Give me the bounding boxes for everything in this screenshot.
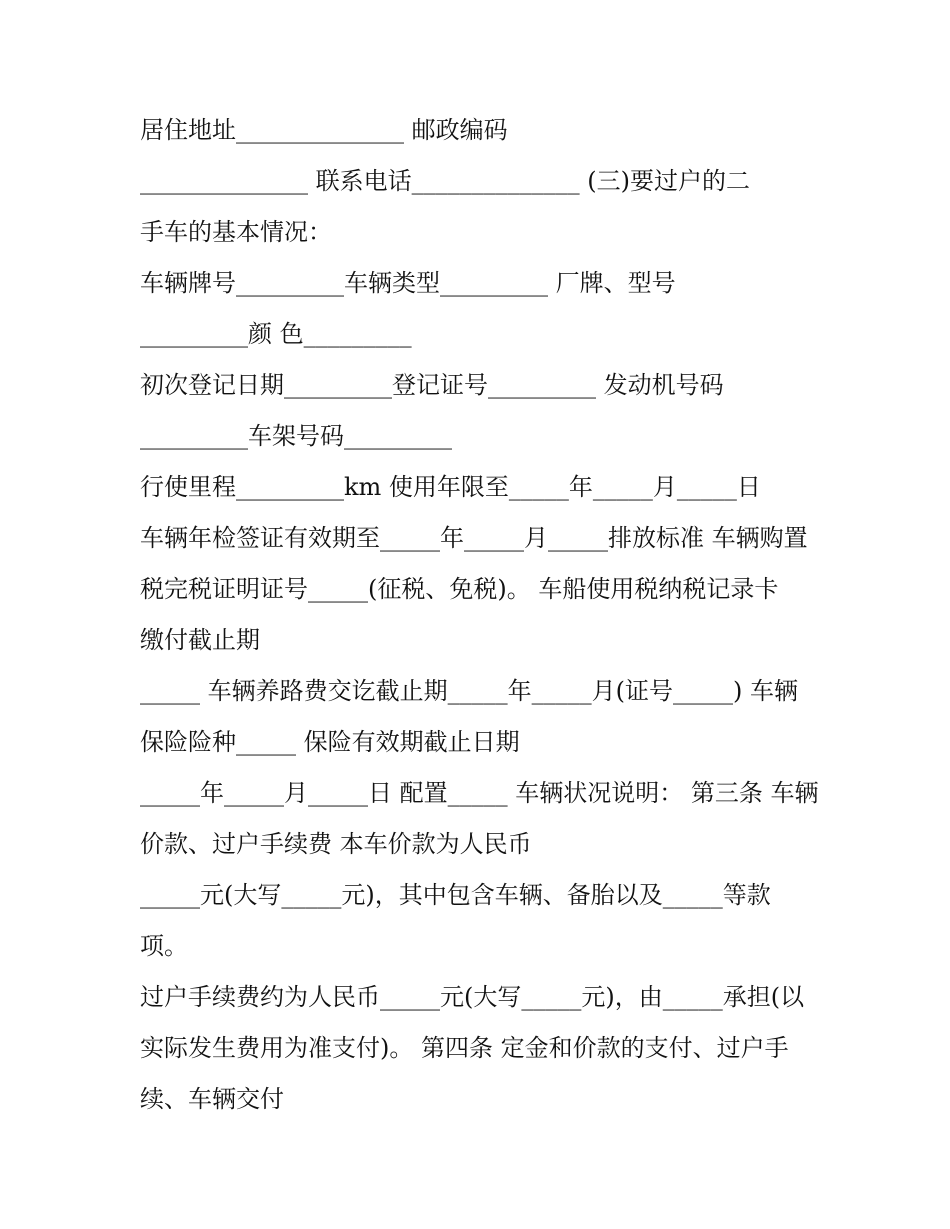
- text-line: 居住地址______________ 邮政编码: [140, 116, 508, 144]
- text-line: 行使里程_________km 使用年限至_____年_____月_____日: [140, 473, 761, 501]
- text-line: 保险险种_____ 保险有效期截止日期: [140, 728, 520, 756]
- text-line: 价款、过户手续费 本车价款为人民币: [140, 830, 532, 858]
- document-body: [140, 108, 830, 1128]
- text-line: 初次登记日期_________登记证号_________ 发动机号码: [140, 371, 724, 399]
- text-line: 税完税证明证号_____(征税、免税)。 车船使用税纳税记录卡: [140, 575, 779, 603]
- text-line: 缴付截止期: [140, 626, 260, 654]
- text-line: _________颜 色_________: [140, 320, 412, 348]
- text-line: 续、车辆交付: [140, 1085, 284, 1113]
- text-line: 项。: [140, 932, 188, 960]
- text-line: _____元(大写_____元)，其中包含车辆、备胎以及_____等款: [140, 881, 771, 909]
- text-line: 实际发生费用为准支付)。 第四条 定金和价款的支付、过户手: [140, 1034, 789, 1062]
- text-line: _____ 车辆养路费交讫截止期_____年_____月(证号_____) 车辆: [140, 677, 798, 705]
- text-line: 手车的基本情况：: [140, 218, 332, 246]
- text-line: 车辆牌号_________车辆类型_________ 厂牌、型号: [140, 269, 676, 297]
- text-line: _________车架号码_________: [140, 422, 452, 450]
- text-line: _____年_____月_____日 配置_____ 车辆状况说明： 第三条 车辆: [140, 779, 819, 807]
- text-line: ______________ 联系电话______________ (三)要过户的二: [140, 167, 750, 195]
- text-line: 车辆年检签证有效期至_____年_____月_____排放标准 车辆购置: [140, 524, 808, 552]
- text-line: 过户手续费约为人民币_____元(大写_____元)，由_____承担(以: [140, 983, 805, 1011]
